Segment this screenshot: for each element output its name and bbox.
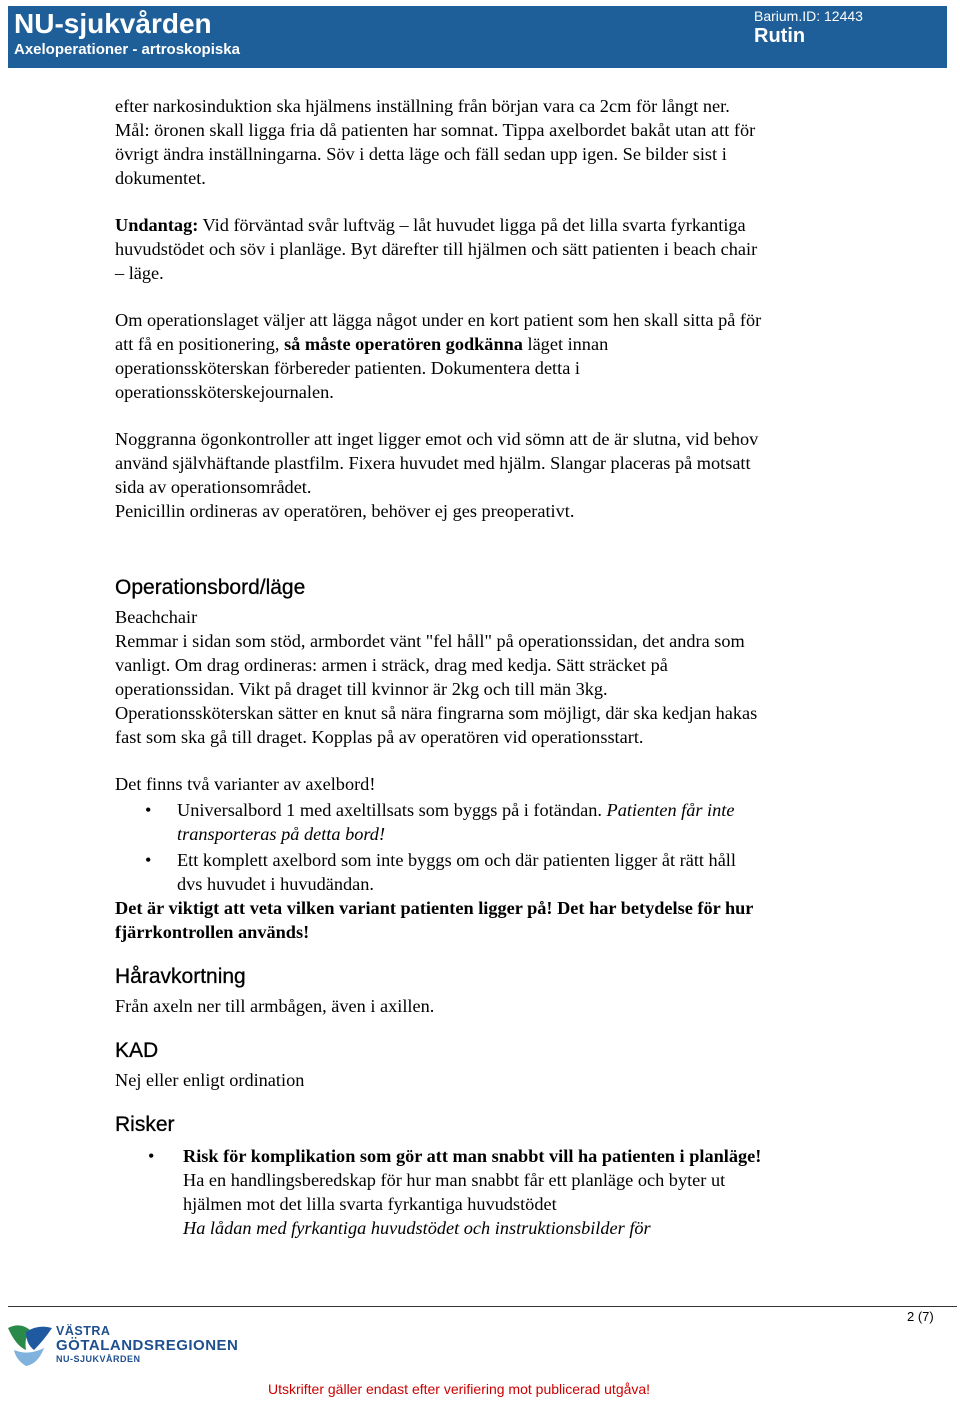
paragraph-exception: Undantag: Vid förväntad svår luftväg – låt huvudet ligga på det lilla svarta fyrkantiga huvudstödet och söv i planläge. Byt därefter till hjälmen och sätt patienten i beach chair – läge. (115, 215, 758, 283)
paragraph-straps: Remmar i sidan som stöd, armbordet vänt "fel håll" på operationssidan, det andra som vanligt. Om drag ordineras: armen i sträck, drag med kedja. Sätt sträcket på operationssidan. Vikt på draget till kvinnor är 2kg och till män 3kg. Operationssköterskan sätter en knut så nära fingrarna som möjligt, där ska kedjan hakas fast som ska gå till draget. Kopplas på av operatören vid operationsstart. (115, 631, 758, 747)
document-subtitle: Axeloperationer - artroskopiska (14, 41, 240, 58)
page-number: 2 (7) (907, 1309, 934, 1324)
bullet-icon: • (148, 1146, 155, 1166)
table-variant-list (115, 798, 765, 896)
list-item: • Ett komplett axelbord som inte byggs om och där patienten ligger åt rätt håll dvs huvudet i huvudändan. (145, 850, 736, 894)
document-body (115, 94, 765, 1240)
risk-list (115, 1144, 765, 1240)
list-item: • Universalbord 1 med axeltillsats som byggs på i fotändan. Patienten får inte transporteras på detta bord! (145, 800, 735, 844)
region-logo (4, 1320, 239, 1370)
list-item: • Risk för komplikation som gör att man snabbt vill ha patienten i planläge! Ha en handlingsberedskap för hur man snabbt får ett planläge och byter ut hjälmen mot det lilla svarta fyrkantiga huvudstödet Ha lådan med fyrkantiga huvudstödet och instruktionsbilder för (148, 1146, 762, 1238)
logo-emblem-icon (4, 1320, 56, 1370)
section-title-hair-removal: Håravkortning (115, 965, 246, 988)
document-id: Barium.ID: 12443 (754, 8, 863, 24)
bullet-icon: • (145, 850, 152, 870)
exception-label: Undantag: (115, 215, 199, 235)
logo-text: VÄSTRA GÖTALANDSREGIONEN NU-SJUKVÅRDEN (56, 1324, 239, 1364)
beachchair-label: Beachchair (115, 607, 198, 627)
paragraph-eye-control: Noggranna ögonkontroller att inget ligger emot och vid sömn att de är slutna, vid behov använd självhäftande plastfilm. Fixera huvudet med hjälm. Slangar placeras på motsatt sida av operationsområdet. (115, 429, 759, 497)
org-title: NU-sjukvården (14, 8, 212, 39)
paragraph-helmet-setup: efter narkosinduktion ska hjälmens inställning från början vara ca 2cm för långt ner. Mål: öronen skall ligga fria då patienten har somnat. Tippa axelbordet bakåt utan att för övrigt ändra inställningarna. Söv i detta läge och fäll sedan upp igen. Se bilder sist i dokumentet. (115, 96, 756, 188)
footer-divider (8, 1306, 957, 1307)
paragraph-positioning: Om operationslaget väljer att lägga något under en kort patient som hen skall sitta på för att få en positionering, så måste operatören godkänna läget innan operationssköterskan förbereder patienten. Dokumentera detta i operationssköterskejournalen. (115, 310, 762, 402)
paragraph-hair-removal: Från axeln ner till armbågen, även i axillen. (115, 996, 435, 1016)
section-title-operating-table: Operationsbord/läge (115, 576, 306, 599)
document-type: Rutin (754, 25, 806, 47)
paragraph-kad: Nej eller enligt ordination (115, 1070, 305, 1090)
paragraph-table-variants: Det finns två varianter av axelbord! (115, 774, 376, 794)
section-title-kad: KAD (115, 1039, 159, 1062)
section-title-risks: Risker (115, 1113, 175, 1136)
paragraph-important-variant: Det är viktigt att veta vilken variant patienten ligger på! Det har betydelse för hur fjärrkontrollen används! (115, 898, 754, 942)
document-header (8, 6, 947, 68)
paragraph-penicillin: Penicillin ordineras av operatören, behöver ej ges preoperativt. (115, 501, 575, 521)
bullet-icon: • (145, 800, 152, 820)
print-disclaimer: Utskrifter gäller endast efter verifiering mot publicerad utgåva! (268, 1381, 651, 1397)
